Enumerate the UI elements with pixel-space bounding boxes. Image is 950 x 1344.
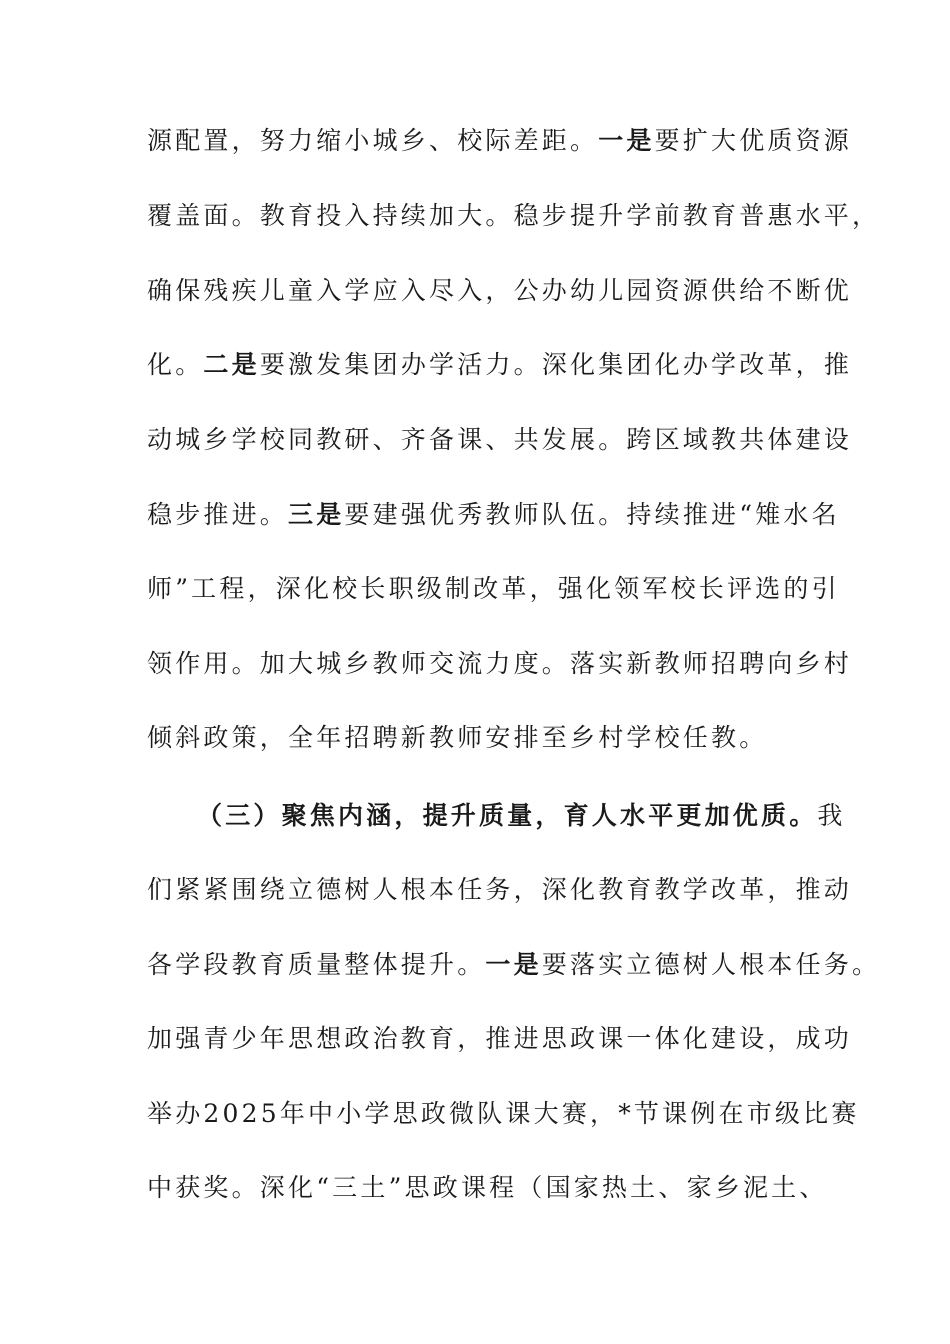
text-segment: 要落实立德树人根本任务。	[541, 950, 881, 979]
text-line	[147, 1019, 853, 1059]
text-segment: 源配置，努力缩小城乡、校际差距。	[147, 126, 599, 155]
bold-text-segment: 一是	[485, 950, 542, 979]
text-line	[147, 718, 807, 758]
text-line	[147, 1094, 860, 1134]
text-segment: 稳步推进。	[147, 500, 289, 529]
text-line	[147, 420, 853, 460]
section-heading: （三）聚焦内涵，提升质量，育人水平更加优质。	[197, 801, 818, 830]
text-line	[147, 271, 853, 311]
text-segment: 我	[817, 801, 846, 830]
text-segment: 动城乡学校同教研、齐备课、共发展。跨区域教共体建设	[147, 425, 853, 454]
text-segment: 要扩大优质资源	[654, 126, 853, 155]
text-segment: 要建强优秀教师队伍。持续推进“雉水名	[344, 500, 840, 529]
bold-text-segment: 一是	[598, 126, 655, 155]
text-line	[147, 121, 853, 161]
text-line	[147, 945, 881, 985]
text-line	[147, 196, 881, 236]
text-segment: 们紧紧围绕立德树人根本任务，深化教育教学改革，推动	[147, 875, 853, 904]
text-segment: 中获奖。深化“三土”思政课程（国家热土、家乡泥土、	[147, 1173, 828, 1202]
text-line	[147, 1168, 828, 1208]
text-segment: 各学段教育质量整体提升。	[147, 950, 486, 979]
text-line	[147, 870, 853, 910]
text-segment: 举办2025年中小学思政微队课大赛，*节课例在市级比赛	[147, 1099, 860, 1128]
text-segment: 领作用。加大城乡教师交流力度。落实新教师招聘向乡村	[147, 649, 853, 678]
text-line	[147, 345, 853, 385]
text-segment: 确保残疾儿童入学应入尽入，公办幼儿园资源供给不断优	[147, 276, 853, 305]
section-heading-line	[197, 796, 846, 836]
text-line	[147, 644, 853, 684]
bold-text-segment: 二是	[203, 350, 260, 379]
text-segment: 覆盖面。教育投入持续加大。稳步提升学前教育普惠水平，	[147, 201, 881, 230]
text-segment: 要激发集团办学活力。深化集团化办学改革，推	[259, 350, 853, 379]
text-segment: 加强青少年思想政治教育，推进思政课一体化建设，成功	[147, 1024, 853, 1053]
bold-text-segment: 三是	[288, 500, 345, 529]
text-line	[147, 569, 840, 609]
text-segment: 师”工程，深化校长职级制改革，强化领军校长评选的引	[147, 574, 840, 603]
text-segment: 化。	[147, 350, 204, 379]
text-line	[147, 495, 840, 535]
text-segment: 倾斜政策，全年招聘新教师安排至乡村学校任教。	[147, 723, 768, 752]
